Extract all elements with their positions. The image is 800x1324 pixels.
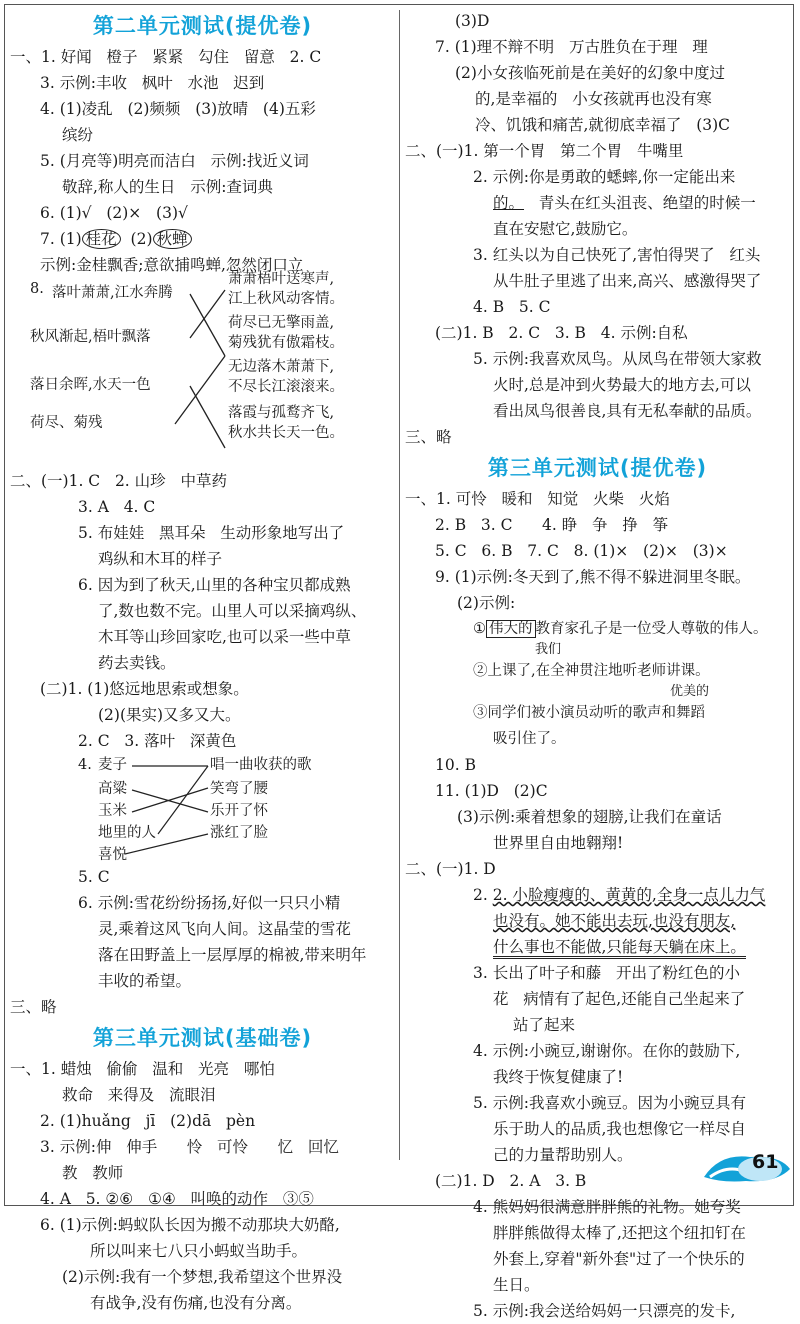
right-column xyxy=(405,8,790,1324)
underlined-text: 的。 xyxy=(493,194,525,212)
answer-line: 6. 示例:雪花纷纷扬扬,好似一只只小精 xyxy=(78,894,341,912)
answer-line: (2)小女孩临死前是在美好的幻象中度过 xyxy=(455,64,725,82)
section-title-unit2-advanced: 第二单元测试(提优卷) xyxy=(92,14,313,38)
answer-line: 从牛肚子里逃了出来,高兴、感激得哭了 xyxy=(493,272,762,290)
answer-line xyxy=(405,190,790,216)
answer-line: 4. 示例:小豌豆,谢谢你。在你的鼓励下, xyxy=(473,1042,741,1060)
answer-line: 花 病情有了起色,还能自己坐起来了 xyxy=(493,990,746,1008)
match-right-item: 落霞与孤鹜齐飞, xyxy=(228,405,335,421)
answer-line: 站了起来 xyxy=(513,1016,576,1034)
answer-line: 2. (1)huǎng jī (2)dā pèn xyxy=(40,1112,256,1130)
circled-answer: 桂花 xyxy=(82,229,121,249)
answer-line: 我终于恢复健康了! xyxy=(493,1068,624,1086)
answer-line xyxy=(405,882,790,908)
answer-line: 冷、饥饿和痛苦,就彻底幸福了 (3)C xyxy=(475,116,731,134)
answer-text: (2) xyxy=(120,230,153,248)
answer-line: (2)(果实)又多又大。 xyxy=(98,706,241,724)
answer-line: 二、(一)1. D xyxy=(405,860,496,878)
answer-line: 直在安慰它,鼓励它。 xyxy=(493,220,638,238)
answer-line: (二)1. (1)悠远地思索或想象。 xyxy=(40,680,249,698)
answer-line: 三、略 xyxy=(10,998,57,1016)
exercise-number: 4. xyxy=(78,757,92,773)
answer-line xyxy=(10,226,395,252)
answer-line: 二、(一)1. C 2. 山珍 中草药 xyxy=(10,472,227,490)
answer-line: 有战争,没有伤痛,也没有分离。 xyxy=(90,1294,302,1312)
answer-line: 外套上,穿着"新外套"过了一个快乐的 xyxy=(493,1250,745,1268)
answer-line: 2. C 3. 落叶 深黄色 xyxy=(78,732,237,750)
answer-line: 一、1. 可怜 暖和 知觉 火柴 火焰 xyxy=(405,490,670,508)
page-number: 61 xyxy=(752,1151,779,1173)
exercise-number: 8. xyxy=(30,281,44,297)
answer-line: 了,数也数不完。山里人可以采摘鸡纵、 xyxy=(98,602,367,620)
answer-line: (3)D xyxy=(455,12,490,30)
section-title-unit3-basic: 第三单元测试(基础卷) xyxy=(92,1026,313,1050)
column-divider xyxy=(399,10,400,1160)
answer-line: 二、(一)1. 第一个胃 第二个胃 牛嘴里 xyxy=(405,142,684,160)
wavy-underlined-text: 2. 小脸瘦瘦的、黄黄的,全身一点儿力气 xyxy=(492,886,766,904)
match-left-item: 落叶萧萧,江水奔腾 xyxy=(52,285,173,301)
answer-line: 3. A 4. C xyxy=(78,498,156,516)
match-right-item: 不尽长江滚滚来。 xyxy=(228,379,344,395)
answer-line: 鸡纵和木耳的样子 xyxy=(98,550,223,568)
match-right-item: 乐开了怀 xyxy=(210,803,268,819)
match-right-item: 唱一曲收获的歌 xyxy=(210,757,312,773)
answer-line: 5. 布娃娃 黑耳朵 生动形象地写出了 xyxy=(78,524,345,542)
answer-line: 3. 长出了叶子和藤 开出了粉红色的小 xyxy=(473,964,740,982)
answer-line: 药去卖钱。 xyxy=(98,654,176,672)
answer-line: 所以叫来七八只小蚂蚁当助手。 xyxy=(90,1242,308,1260)
match-left-item: 地里的人 xyxy=(98,825,156,841)
answer-line: 2. 示例:你是勇敢的蟋蟀,你一定能出来 xyxy=(473,168,736,186)
match-right-item: 涨红了脸 xyxy=(210,825,268,841)
match-left-item: 落日余晖,水天一色 xyxy=(30,377,151,393)
answer-text: 2. xyxy=(473,886,493,904)
answer-line: 3. 示例:伸 伸手 怜 可怜 忆 回忆 xyxy=(40,1138,339,1156)
answer-text: 7. (1) xyxy=(40,230,82,248)
boxed-word: 伟大的 xyxy=(486,620,536,638)
answer-line: 5. C xyxy=(78,868,110,886)
answer-line: 木耳等山珍回家吃,也可以采一些中草 xyxy=(98,628,351,646)
answer-line: 丰收的希望。 xyxy=(98,972,192,990)
match-left-item: 麦子 xyxy=(98,757,127,773)
answer-line: 救命 来得及 流眼泪 xyxy=(62,1086,216,1104)
match-left-item: 秋风渐起,梧叶飘落 xyxy=(30,329,151,345)
answer-line: 4. A 5. ②⑥ ①④ 叫唤的动作 ③⑤ xyxy=(40,1190,314,1208)
answer-line: 5. 示例:我喜欢凤鸟。从凤鸟在带领大家救 xyxy=(473,350,762,368)
answer-line: 6. (1)√ (2)× (3)√ xyxy=(40,204,188,222)
match-left-item: 荷尽、菊残 xyxy=(30,415,103,431)
matching-lines xyxy=(10,754,395,864)
answer-line: 教 教师 xyxy=(62,1164,124,1182)
answer-line: 缤纷 xyxy=(62,126,94,144)
answer-line: 4. (1)凌乱 (2)频频 (3)放晴 (4)五彩 xyxy=(40,100,316,118)
answer-text: 青头在红头沮丧、绝望的时候一 xyxy=(524,194,756,212)
edit-example-2: ②上课了,在全神贯注地听老师讲课。 xyxy=(473,663,710,679)
answer-line: 三、略 xyxy=(405,428,452,446)
answer-line: 4. B 5. C xyxy=(473,298,551,316)
answer-line: 6. 因为到了秋天,山里的各种宝贝都成熟 xyxy=(78,576,351,594)
inserted-word: 我们 xyxy=(535,642,562,657)
section-title-unit3-advanced: 第三单元测试(提优卷) xyxy=(487,456,708,480)
answer-line: 5. C 6. B 7. C 8. (1)× (2)× (3)× xyxy=(435,542,728,560)
answer-line: 4. 熊妈妈很满意胖胖熊的礼物。她夸奖 xyxy=(473,1198,741,1216)
matching-exercise-poems xyxy=(10,271,395,468)
match-left-item: 玉米 xyxy=(98,803,127,819)
edit-example-3: ③同学们被小演员动听的歌声和舞蹈 xyxy=(473,705,705,721)
matching-exercise-harvest xyxy=(10,754,395,864)
double-underlined-text: 什么事也不能做,只能每天躺在床上。 xyxy=(493,938,746,959)
answer-line: 5. 示例:我喜欢小豌豆。因为小豌豆具有 xyxy=(473,1094,746,1112)
answer-line: 一、1. 好闻 橙子 紧紧 勾住 留意 2. C xyxy=(10,48,322,66)
answer-line: 5. (月亮等)明亮而洁白 示例:找近义词 xyxy=(40,152,309,170)
match-right-item: 菊残犹有傲霜枝。 xyxy=(228,335,344,351)
edit-example-1 xyxy=(405,616,790,642)
answer-line: 11. (1)D (2)C xyxy=(435,782,548,800)
circled-answer: 秋蝉 xyxy=(153,229,192,249)
answer-line: 看出凤鸟很善良,具有无私奉献的品质。 xyxy=(493,402,762,420)
answer-line: 2. B 3. C 4. 睁 争 挣 筝 xyxy=(435,516,669,534)
answer-line: 5. 示例:我会送给妈妈一只漂亮的发卡, xyxy=(473,1302,736,1320)
answer-line: 敬辞,称人的生日 示例:查词典 xyxy=(62,178,273,196)
answer-line: 胖胖熊做得太棒了,还把这个纽扣钉在 xyxy=(493,1224,746,1242)
answer-text: ① xyxy=(473,621,486,637)
answer-line: 6. (1)示例:蚂蚁队长因为搬不动那块大奶酪, xyxy=(40,1216,340,1234)
answer-line: 落在田野盖上一层厚厚的棉被,带来明年 xyxy=(98,946,367,964)
edit-example-3-cont: 吸引住了。 xyxy=(493,731,566,747)
answer-line: (3)示例:乘着想象的翅膀,让我们在童话 xyxy=(457,808,722,826)
answer-line: 示例:金桂飘香;意欲捕鸣蝉,忽然闭口立 xyxy=(40,256,304,274)
answer-line: 3. 红头以为自己快死了,害怕得哭了 红头 xyxy=(473,246,761,264)
answer-line: 乐于助人的品质,我也想像它一样尽自 xyxy=(493,1120,746,1138)
answer-text: 教育家孔子是一位受人尊敬的伟人。 xyxy=(535,621,768,637)
answer-line xyxy=(405,934,790,960)
match-right-item: 荷尽已无擎雨盖, xyxy=(228,315,335,331)
match-right-item: 秋水共长天一色。 xyxy=(228,425,344,441)
answer-line: 生日。 xyxy=(493,1276,540,1294)
answer-line: 10. B xyxy=(435,756,476,774)
inserted-word: 优美的 xyxy=(670,684,710,699)
answer-line: 火时,总是冲到火势最大的地方去,可以 xyxy=(493,376,751,394)
answer-line: 的,是幸福的 小女孩就再也没有寒 xyxy=(475,90,712,108)
answer-line: 3. 示例:丰收 枫叶 水池 迟到 xyxy=(40,74,265,92)
answer-line: 灵,乘着这风飞向人间。这晶莹的雪花 xyxy=(98,920,351,938)
answer-line: (2)示例:我有一个梦想,我希望这个世界没 xyxy=(62,1268,343,1286)
answer-line: 7. (1)理不辩不明 万古胜负在于理 理 xyxy=(435,38,708,56)
match-right-item: 笑弯了腰 xyxy=(210,781,268,797)
match-left-item: 喜悦 xyxy=(98,847,127,863)
answer-line: (二)1. D 2. A 3. B xyxy=(435,1172,587,1190)
left-column xyxy=(10,8,395,1316)
answer-line: (2)示例: xyxy=(457,594,516,612)
answer-line: 己的力量帮助别人。 xyxy=(493,1146,633,1164)
answer-line: (二)1. B 2. C 3. B 4. 示例:自私 xyxy=(435,324,688,342)
answer-line: 9. (1)示例:冬天到了,熊不得不躲进洞里冬眠。 xyxy=(435,568,751,586)
match-right-item: 萧萧梧叶送寒声, xyxy=(228,271,335,287)
match-right-item: 江上秋风动客情。 xyxy=(228,291,344,307)
answer-line: 一、1. 蜡烛 偷偷 温和 光亮 哪怕 xyxy=(10,1060,275,1078)
answer-line: 世界里自由地翱翔! xyxy=(493,834,624,852)
wavy-underlined-text: 也没有。她不能出去玩,也没有朋友, xyxy=(493,912,736,930)
match-left-item: 高粱 xyxy=(98,781,127,797)
answer-line xyxy=(405,908,790,934)
match-right-item: 无边落木萧萧下, xyxy=(228,359,335,375)
